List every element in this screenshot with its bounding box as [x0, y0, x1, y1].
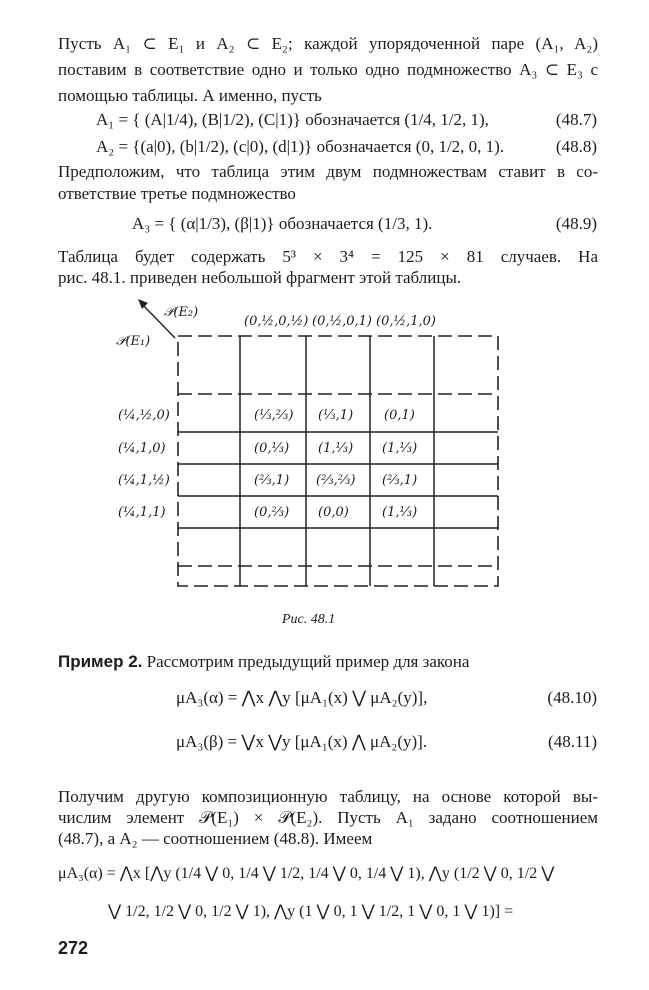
eq-final-line2: ⋁ 1/2, 1/2 ⋁ 0, 1/2 ⋁ 1), ⋀y (1 ⋁ 0, 1 ⋁ 1/2, 1 ⋁ 0, 1 ⋁ 1)] =	[108, 903, 514, 920]
eq-48-8-number: (48.8)	[555, 137, 597, 156]
para3-line2: рис. 48.1. приведен небольшой фрагмент этой таблицы.	[58, 268, 462, 287]
para4-line3: (48.7), а A₂ — соотношением (48.8). Имеем	[58, 829, 373, 848]
example-heading	[58, 652, 469, 672]
para4-line2: числим элемент 𝒫(E₁) × 𝒫(E₂). Пусть A₁ задано соотношением	[58, 808, 598, 827]
page-number: 272	[58, 938, 89, 958]
figure-col-header-1: (0,½,0,½)	[244, 314, 309, 329]
eq-48-7: A₁ = { (A|1/4), (B|1/2), (C|1)} обозначается (1/4, 1/2, 1),	[96, 110, 489, 129]
figure-corner-left: 𝒫(E₁)	[116, 334, 151, 349]
eq-48-7-number: (48.7)	[555, 110, 597, 129]
figure-cell: (0,0)	[318, 505, 349, 520]
eq-48-9-number: (48.9)	[555, 214, 597, 233]
eq-48-10-number: (48.10)	[547, 688, 597, 707]
eq-48-10: μA₃(α) = ⋀x ⋀y [μA₁(x) ⋁ μA₂(y)],	[176, 688, 428, 707]
figure-corner-top: 𝒫(E₂)	[164, 305, 199, 320]
para4-line1: Получим другую композиционную таблицу, на основе которой вы-	[58, 787, 598, 806]
para1-line1: Пусть A₁ ⊂ E₁ и A₂ ⊂ E₂; каждой упорядоченной паре (A₁, A₂)	[58, 34, 598, 53]
figure-row-header-2: (¼,1,0)	[118, 441, 166, 456]
eq-final-line1: μA₃(α) = ⋀x [⋀y (1/4 ⋁ 0, 1/4 ⋁ 1/2, 1/4 ⋁ 0, 1/4 ⋁ 1), ⋀y (1/2 ⋁ 0, 1/2 ⋁	[58, 865, 555, 882]
figure-cell: (0,1)	[384, 408, 415, 423]
figure-cell: (⅓,1)	[318, 408, 354, 423]
para3-line1: Таблица будет содержать 5³ × 3⁴ = 125 × 81 случаев. На	[58, 247, 598, 266]
figure-cell: (0,⅔)	[254, 505, 290, 520]
figure-cell: (⅓,⅔)	[254, 408, 294, 423]
figure-cell: (⅔,⅔)	[316, 473, 356, 488]
eq-48-8: A₂ = {(a|0), (b|1/2), (c|0), (d|1)} обозначается (0, 1/2, 0, 1).	[96, 137, 505, 156]
figure-cell: (⅔,1)	[254, 473, 290, 488]
para2-line1: Предположим, что таблица этим двум подмножествам ставит в со-	[58, 162, 598, 181]
eq-48-11: μA₃(β) = ⋁x ⋁y [μA₁(x) ⋀ μA₂(y)].	[176, 732, 428, 751]
figure-cell: (1,⅓)	[318, 441, 354, 456]
figure-row-header-3: (¼,1,½)	[118, 473, 170, 488]
figure-col-header-2: (0,½,0,1)	[312, 314, 372, 329]
example-text: Рассмотрим предыдущий пример для закона	[146, 652, 470, 671]
figure-cell: (1,⅓)	[382, 505, 418, 520]
figure-col-header-3: (0,½,1,0)	[376, 314, 436, 329]
para1-line2: поставим в соответствие одно и только одно подмножество A₃ ⊂ E₃ с	[58, 60, 598, 79]
para1-line3: помощью таблицы. А именно, пусть	[58, 86, 322, 105]
eq-48-9: A₃ = { (α|1/3), (β|1)} обозначается (1/3, 1).	[132, 214, 433, 233]
para2-line2: ответствие третье подмножество	[58, 184, 296, 203]
figure-row-header-4: (¼,1,1)	[118, 505, 166, 520]
figure-cell: (0,⅓)	[254, 441, 290, 456]
example-label: Пример 2.	[58, 652, 143, 671]
figure-cell: (⅔,1)	[382, 473, 418, 488]
figure-cell: (1,⅓)	[382, 441, 418, 456]
figure-row-header-1: (¼,½,0)	[118, 408, 170, 423]
eq-48-11-number: (48.11)	[548, 732, 597, 751]
figure-caption: Рис. 48.1	[282, 612, 336, 627]
